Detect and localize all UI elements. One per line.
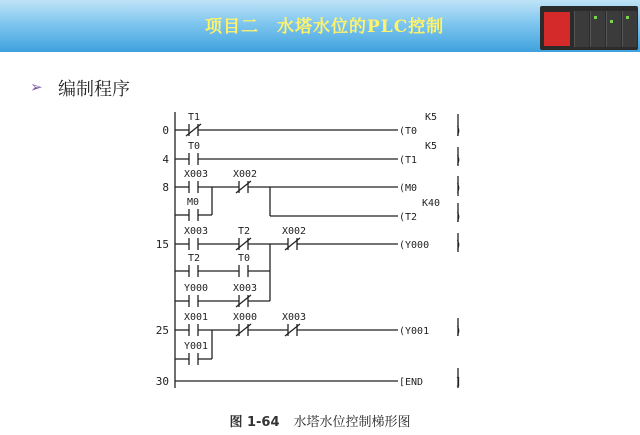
contact-label: T0 [238, 253, 251, 264]
step-number: 0 [162, 124, 169, 137]
contact-label: M0 [187, 197, 200, 208]
coil-label: (Y000 [399, 240, 430, 251]
coil-close-paren: ) [455, 238, 462, 251]
contact-label: X002 [233, 169, 258, 180]
coil-label: (T0 [399, 126, 418, 137]
figure-caption [0, 411, 640, 430]
contact-label: Y001 [184, 341, 209, 352]
figure-caption-text: 水塔水位控制梯形图 [293, 415, 411, 430]
contact-label: X002 [282, 226, 307, 237]
figure-number: 图 1-64 [229, 415, 280, 430]
step-number: 15 [155, 238, 169, 251]
bullet-arrow-icon: ➢ [30, 78, 43, 96]
step-number: 8 [162, 181, 169, 194]
coil-label: (T1 [399, 155, 418, 166]
contact-label: X003 [233, 283, 258, 294]
coil-close-paren: ) [455, 210, 462, 223]
coil-label: (M0 [399, 183, 418, 194]
constant-label: K5 [425, 112, 438, 123]
coil-close-paren: ) [455, 153, 462, 166]
coil-label: (Y001 [399, 326, 430, 337]
contact-label: T2 [238, 226, 251, 237]
contact-label: X003 [184, 226, 209, 237]
constant-label: K5 [425, 141, 438, 152]
coil-close-paren: ) [455, 124, 462, 137]
section-heading: 编制程序 [58, 79, 130, 100]
coil-close-paren: ) [455, 181, 462, 194]
contact-label: X000 [233, 312, 258, 323]
contact-label: T2 [188, 253, 201, 264]
contact-label: T0 [188, 141, 201, 152]
coil-label: (T2 [399, 212, 418, 223]
coil-close-paren: ) [455, 324, 462, 337]
contact-label: X003 [282, 312, 307, 323]
contact-label: X003 [184, 169, 209, 180]
step-number: 30 [155, 375, 169, 388]
contact-label: T1 [188, 112, 201, 123]
contact-label: Y000 [184, 283, 209, 294]
step-number: 4 [162, 153, 169, 166]
end-label: [END [399, 377, 424, 388]
contact-label: X001 [184, 312, 209, 323]
constant-label: K40 [422, 198, 441, 209]
step-number: 25 [155, 324, 169, 337]
slide-title: 项目二 水塔水位的PLC控制 [205, 17, 445, 37]
end-close-bracket: ] [455, 375, 462, 388]
